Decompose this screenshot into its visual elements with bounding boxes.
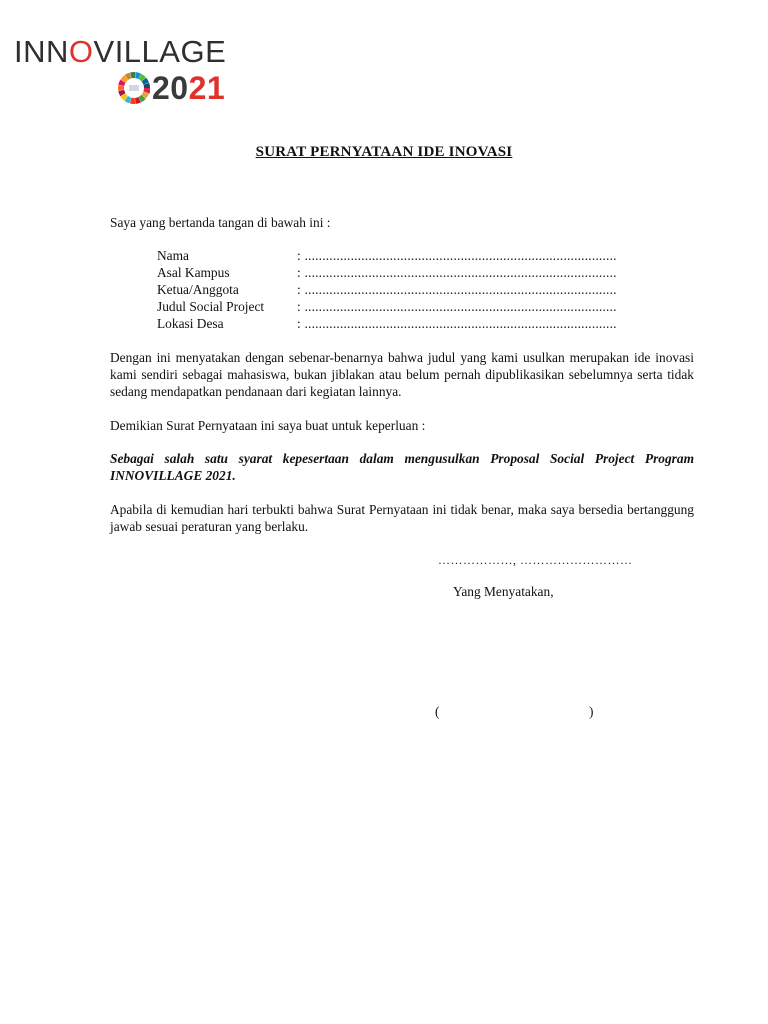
field-blank: : ........................................................................................ <box>297 316 617 331</box>
logo-year <box>152 70 225 106</box>
purpose-paragraph: Sebagai salah satu syarat kepesertaan dalam mengusulkan Proposal Social Project Program INNOVILLAGE 2021. <box>110 451 694 483</box>
intro-text: Saya yang bertanda tangan di bawah ini : <box>110 215 331 230</box>
field-blank: : ........................................................................................ <box>297 282 617 297</box>
logo-word-o: O <box>68 34 94 69</box>
sdg-wheel-icon <box>118 72 150 104</box>
responsibility-paragraph: Apabila di kemudian hari terbukti bahwa Surat Pernyataan ini tidak benar, maka saya bersedia bertanggung jawab sesuai peraturan yang berlaku. <box>110 502 694 534</box>
signature-close-paren: ) <box>589 704 594 719</box>
field-blank: : ........................................................................................ <box>297 265 617 280</box>
logo-year-part3: 1 <box>206 70 226 106</box>
logo-word-part1: INN <box>14 34 69 69</box>
field-label: Asal Kampus <box>157 265 230 280</box>
purpose-intro-paragraph: Demikian Surat Pernyataan ini saya buat untuk keperluan : <box>110 418 426 433</box>
signature-open-paren: ( <box>435 704 440 719</box>
logo-year-part2: 2 <box>188 70 207 106</box>
field-blank: : ........................................................................................ <box>297 248 617 263</box>
field-label: Judul Social Project <box>157 299 265 314</box>
field-row-ketua-anggota <box>157 281 657 298</box>
place-date-blank: ………………, ……………………… <box>438 553 633 567</box>
field-label: Nama <box>157 248 189 263</box>
logo-wordmark <box>14 34 226 70</box>
logo-year-part1: 20 <box>152 70 189 106</box>
logo-word-part2: VILLAGE <box>93 34 227 69</box>
field-row-judul-social-project <box>157 298 657 315</box>
document-title: SURAT PERNYATAAN IDE INOVASI <box>255 144 513 160</box>
signer-label: Yang Menyatakan, <box>453 584 554 599</box>
field-row-nama <box>157 247 657 264</box>
field-label: Lokasi Desa <box>157 316 224 331</box>
identity-fields <box>157 247 657 332</box>
statement-paragraph: Dengan ini menyatakan dengan sebenar-benarnya bahwa judul yang kami usulkan merupakan ide inovasi kami sendiri sebagai mahasiswa, bukan jiblakan atau belum pernah dipublikasikan sebelumnya serta tidak sedang mendapatkan pendanaan dari kegiatan lainnya. <box>110 350 694 399</box>
field-row-lokasi-desa <box>157 315 657 332</box>
field-label: Ketua/Anggota <box>157 282 239 297</box>
signature-name-blank <box>445 704 585 721</box>
field-blank: : ........................................................................................ <box>297 299 617 314</box>
innovillage-logo <box>14 34 254 106</box>
field-row-asal-kampus <box>157 264 657 281</box>
